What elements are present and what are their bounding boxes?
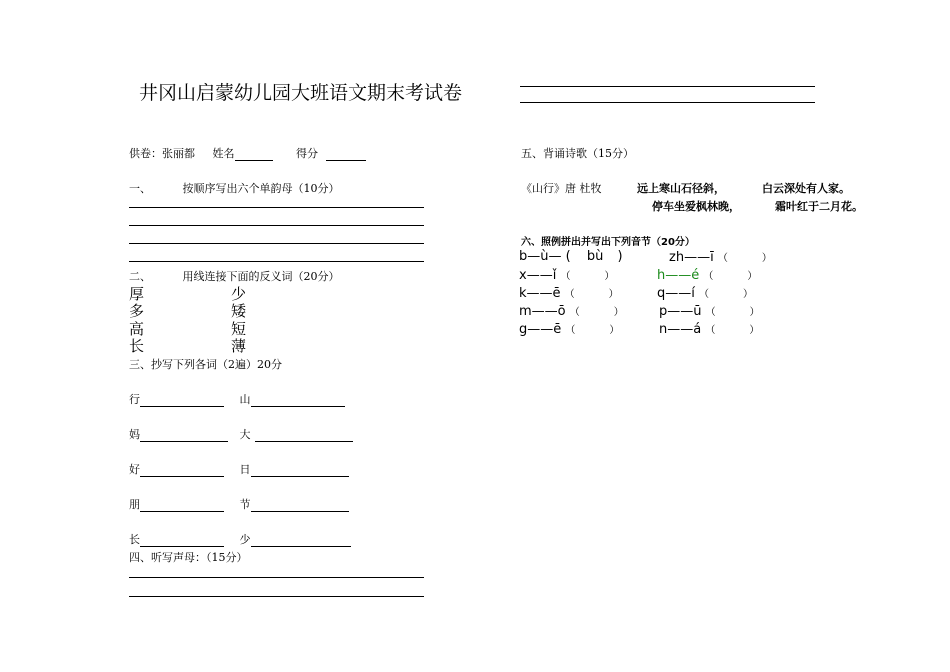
q1-answer-line[interactable] — [129, 225, 424, 226]
title-underline-1 — [520, 86, 815, 87]
q1-answer-line[interactable] — [129, 243, 424, 244]
q1-answer-line[interactable] — [129, 207, 424, 208]
q6-heading: 六、照例拼出并写出下列音节（20分） — [521, 237, 695, 248]
syllable-item — [659, 303, 760, 319]
copy-char: 长 — [129, 533, 140, 546]
copy-field[interactable] — [140, 511, 224, 512]
paren-open: （ — [705, 325, 716, 336]
antonym-right: 薄 — [231, 337, 247, 355]
paren-open: （ — [560, 271, 571, 282]
copy-field[interactable] — [251, 406, 345, 407]
copy-char: 行 — [129, 393, 140, 406]
syllable-item — [519, 267, 614, 283]
copy-row — [129, 461, 349, 477]
syllable-item — [659, 321, 759, 337]
poem-line: 停车坐爱枫林晚， — [652, 200, 740, 213]
q2-text: 用线连接下面的反义词（20分） — [182, 270, 340, 283]
copy-field[interactable] — [140, 476, 224, 477]
example-syllable — [519, 249, 623, 264]
syllable-formula: n——á — [659, 322, 702, 337]
paren-open: （ — [717, 253, 728, 264]
antonym-left: 长 — [129, 337, 145, 355]
paren-close: ） — [761, 253, 772, 264]
copy-field[interactable] — [251, 546, 351, 547]
copy-field[interactable] — [140, 546, 224, 547]
syllable-item — [519, 303, 624, 319]
q1-answer-line[interactable] — [129, 261, 424, 262]
example-close: ) — [617, 249, 623, 264]
copy-char: 妈 — [129, 428, 140, 441]
paren-open: （ — [565, 325, 576, 336]
copy-char: 山 — [239, 393, 251, 406]
paren-open: （ — [564, 289, 575, 300]
copy-field[interactable] — [251, 511, 349, 512]
author-label: 供卷：张丽都 — [129, 147, 195, 160]
syllable-formula: h——é — [657, 268, 700, 283]
q2-number: 二、 — [129, 270, 151, 283]
q1-heading — [129, 180, 340, 196]
page-title: 井冈山启蒙幼儿园大班语文期末考试卷 — [139, 82, 463, 104]
syllable-formula: x——ǐ — [519, 268, 557, 283]
paren-open: （ — [569, 307, 580, 318]
syllable-formula: q——í — [657, 286, 695, 301]
copy-char: 日 — [239, 463, 251, 476]
paren-close: ） — [749, 325, 760, 336]
copy-char: 大 — [239, 428, 251, 441]
syllable-item — [657, 267, 757, 283]
paren-close: ） — [609, 325, 620, 336]
copy-char: 朋 — [129, 498, 140, 511]
q4-answer-line[interactable] — [129, 596, 424, 597]
copy-char: 好 — [129, 463, 140, 476]
syllable-item — [519, 285, 619, 301]
copy-char: 少 — [239, 533, 251, 546]
antonym-right: 矮 — [231, 302, 247, 320]
paren-close: ） — [613, 307, 624, 318]
copy-field[interactable] — [140, 406, 224, 407]
copy-row — [129, 531, 351, 547]
paren-open: （ — [705, 307, 716, 318]
antonym-left: 厚 — [129, 285, 145, 303]
q3-heading: 三、抄写下列各词（2遍）20分 — [129, 358, 282, 371]
copy-field[interactable] — [255, 441, 353, 442]
paren-close: ） — [749, 307, 760, 318]
example-answer: bù — [586, 249, 604, 264]
antonym-left: 高 — [129, 320, 145, 338]
q4-heading: 四、听写声母：（15分） — [129, 551, 248, 564]
paren-close: ） — [747, 271, 758, 282]
q5-heading: 五、背诵诗歌（15分） — [521, 147, 634, 160]
paren-open: （ — [703, 271, 714, 282]
syllable-item — [657, 285, 753, 301]
copy-field[interactable] — [251, 476, 349, 477]
antonym-left: 多 — [129, 302, 145, 320]
antonym-right: 少 — [231, 285, 247, 303]
poem-line: 霜叶红于二月花。 — [775, 200, 863, 213]
antonym-right: 短 — [231, 320, 247, 338]
score-field[interactable] — [326, 160, 366, 161]
syllable-item — [669, 249, 772, 265]
example-formula: b—ù— ( — [519, 249, 571, 264]
poem-line: 白云深处有人家。 — [762, 182, 850, 195]
header-info — [129, 145, 366, 161]
name-label: 姓名 — [212, 147, 235, 160]
copy-char: 节 — [239, 498, 251, 511]
syllable-item — [519, 321, 619, 337]
copy-row — [129, 496, 349, 512]
copy-field[interactable] — [140, 441, 228, 442]
paren-close: ） — [608, 289, 619, 300]
q4-answer-line[interactable] — [129, 577, 424, 578]
syllable-formula: p——ū — [659, 304, 702, 319]
score-label: 得分 — [296, 147, 318, 160]
poem-title: 《山行》唐 杜牧 — [521, 182, 602, 195]
syllable-formula: zh——ī — [669, 250, 714, 265]
name-field[interactable] — [235, 160, 273, 161]
syllable-formula: g——ē — [519, 322, 562, 337]
copy-row — [129, 391, 345, 407]
q2-heading — [129, 268, 340, 284]
title-underline-2 — [520, 102, 815, 103]
q1-text: 按顺序写出六个单韵母（10分） — [182, 182, 340, 195]
paren-open: （ — [699, 289, 710, 300]
paren-close: ） — [743, 289, 754, 300]
syllable-formula: k——ē — [519, 286, 561, 301]
poem-line: 远上寒山石径斜， — [637, 182, 725, 195]
syllable-formula: m——ō — [519, 304, 566, 319]
paren-close: ） — [604, 271, 615, 282]
copy-row — [129, 426, 353, 442]
q1-number: 一、 — [129, 182, 151, 195]
